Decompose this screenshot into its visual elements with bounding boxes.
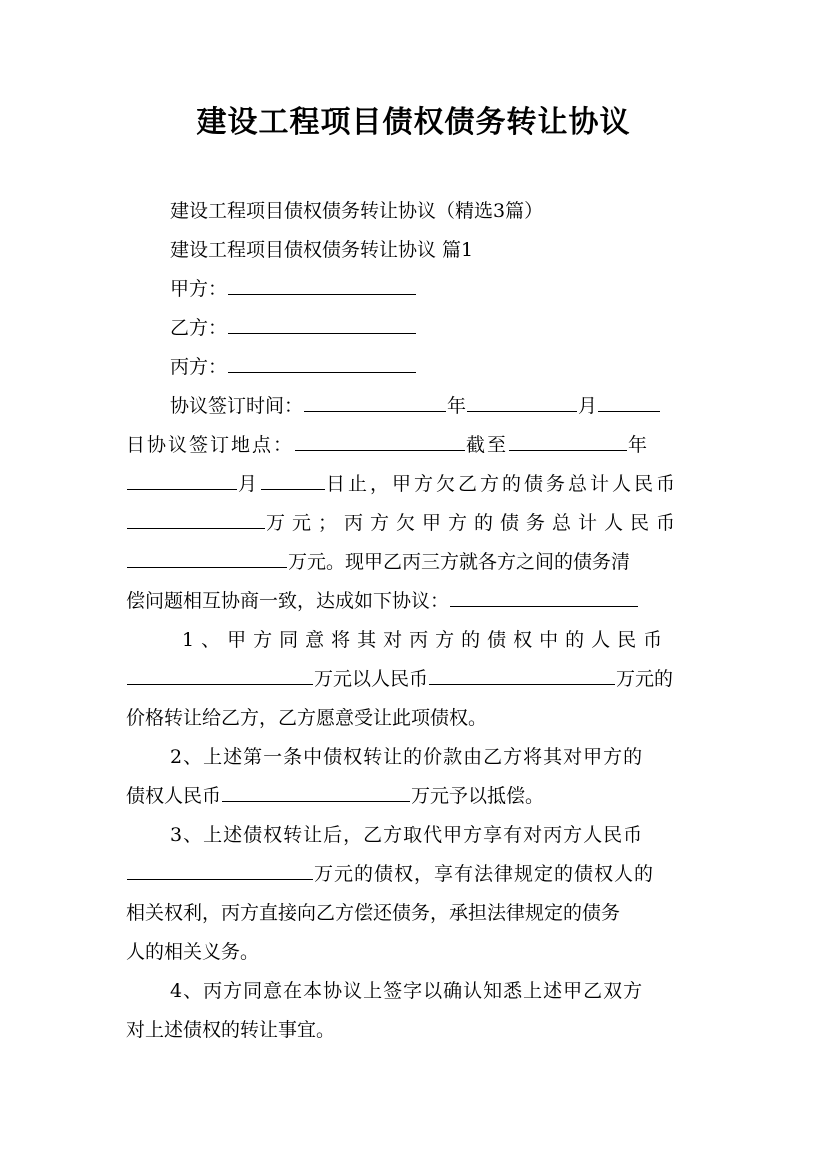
- wan-yuan-now-text: 万元。现甲乙丙三方就各方之间的债务清: [288, 551, 631, 573]
- day-sign-place-text: 日协议签订地点：: [126, 434, 295, 456]
- clause-3-line-4: 人的相关义务。: [126, 941, 260, 963]
- subtitle-line: 建设工程项目债权债务转让协议（精选3篇）: [170, 200, 544, 222]
- sign-time-label: 协议签订时间：: [170, 395, 304, 417]
- clause-1-amount-blank: [127, 666, 313, 685]
- as-of-month-blank: [127, 471, 237, 490]
- day-until-text: 日止，甲方欠乙方的债务总计人民币: [326, 473, 679, 495]
- consensus-line: [126, 587, 702, 615]
- clause-3-line-1: 3、上述债权转让后，乙方取代甲方享有对丙方人民币: [170, 824, 644, 846]
- clause-2-amount-blank: [222, 783, 410, 802]
- party-c-line: [170, 353, 746, 381]
- party-a-blank: [228, 276, 416, 295]
- clause-1-line-3: 价格转让给乙方，乙方愿意受让此项债权。: [126, 707, 488, 729]
- sign-place-line: [126, 431, 702, 459]
- debt-amounts-line: [126, 509, 702, 537]
- party-b-label: 乙方：: [170, 317, 228, 339]
- party-a-line: [170, 275, 746, 303]
- debt-amount-2-line: [126, 548, 702, 576]
- month-label-2: 月: [238, 473, 261, 495]
- as-of-text: 截至: [466, 434, 509, 456]
- clause-1-text-b2: 万元的: [616, 668, 674, 690]
- clause-1-text-b1: 万元以人民币: [314, 668, 429, 690]
- clause-3-text-b: 万元的债权，享有法律规定的债权人的: [314, 863, 655, 885]
- sign-month-blank: [467, 393, 577, 412]
- clause-1-line-2: [126, 665, 702, 693]
- party-b-blank: [228, 315, 416, 334]
- sign-place-blank: [295, 432, 465, 451]
- consensus-text: 偿问题相互协商一致，达成如下协议：: [126, 590, 450, 612]
- party-b-line: [170, 314, 746, 342]
- as-of-year-blank: [509, 432, 627, 451]
- clause-3-line-2: [126, 860, 702, 888]
- wan-yuan-sep-text: 万元；丙方欠甲方的债务总计人民币: [266, 512, 683, 534]
- document-title: 建设工程项目债权债务转让协议: [196, 105, 631, 140]
- party-a-label: 甲方：: [170, 278, 228, 300]
- clause-1-line-1: 1、甲方同意将其对丙方的债权中的人民币: [182, 629, 670, 651]
- party-c-blank: [228, 354, 416, 373]
- clause-2-text-b2: 万元予以抵偿。: [411, 785, 545, 807]
- clause-3-line-3: 相关权利，丙方直接向乙方偿还债务，承担法律规定的债务: [126, 902, 621, 924]
- sign-time-line: [170, 392, 702, 420]
- debt-amount-2-blank: [127, 549, 287, 568]
- clause-2-line-2: [126, 782, 702, 810]
- clause-2-line-1: 2、上述第一条中债权转让的价款由乙方将其对甲方的: [170, 746, 644, 768]
- clause-4-line-2: 对上述债权的转让事宜。: [126, 1019, 336, 1041]
- piece-heading-line: 建设工程项目债权债务转让协议 篇1: [170, 239, 474, 261]
- year-label-2: 年: [628, 434, 650, 456]
- sign-day-blank: [598, 393, 660, 412]
- consensus-blank: [450, 588, 638, 607]
- debt-amount-1-blank: [127, 510, 265, 529]
- clause-1-price-blank: [429, 666, 615, 685]
- year-label: 年: [447, 395, 467, 417]
- debt-total-line: [126, 470, 702, 498]
- party-c-label: 丙方：: [170, 356, 228, 378]
- as-of-day-blank: [261, 471, 325, 490]
- clause-2-text-b1: 债权人民币: [126, 785, 222, 807]
- month-label: 月: [578, 395, 598, 417]
- clause-4-line-1: 4、丙方同意在本协议上签字以确认知悉上述甲乙双方: [170, 980, 644, 1002]
- sign-year-blank: [304, 393, 446, 412]
- clause-3-amount-blank: [127, 861, 313, 880]
